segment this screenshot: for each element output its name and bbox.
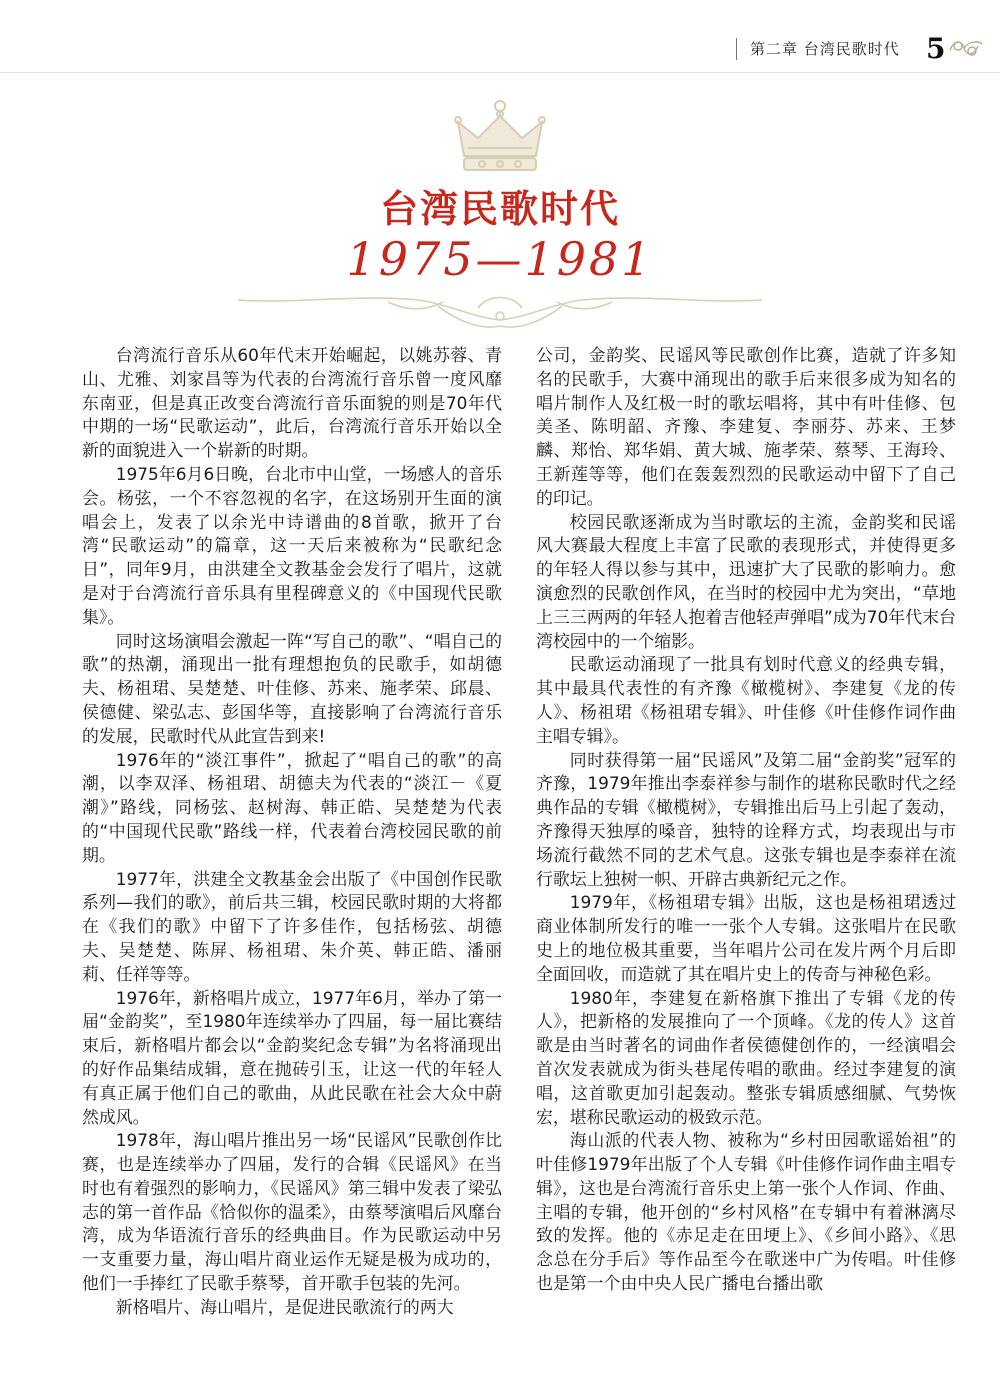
floral-ornament-icon [948,36,984,62]
paragraph: 1979年，《杨祖珺专辑》出版，这也是杨祖珺透过商业体制所发行的唯一一张个人专辑。这张唱片在民歌史上的地位极其重要，当年唱片公司在发片两个月后即全面回收，而造就了其在唱片史上的传奇与神秘色彩。 [536,892,956,984]
paragraph: 民歌运动涌现了一批具有划时代意义的经典专辑，其中最具代表性的有齐豫《橄榄树》、李建复《龙的传人》、杨祖珺《杨祖珺专辑》、叶佳修《叶佳修作词作曲主唱专辑》。 [536,654,956,746]
chapter-label: 第二章 台湾民歌时代 [750,40,900,58]
body-column-left [82,344,502,1320]
paragraph: 1980年，李建复在新格旗下推出了专辑《龙的传人》，把新格的发展推向了一个顶峰。《龙的传人》这首歌是由当时著名的词曲作者侯德健创作的，一经演唱会首次发表就成为街头巷尾传唱的歌曲。经过李建复的演唱，这首歌更加引起轰动。整张专辑质感细腻、气势恢宏，堪称民歌运动的极致示范。 [536,987,956,1127]
paragraph: 同时获得第一届“民谣风”及第二届“金韵奖”冠军的齐豫，1979年推出李泰祥参与制作的堪称民歌时代之经典作品的专辑《橄榄树》，专辑推出后马上引起了轰动，齐豫得天独厚的嗓音，独特的诠释方式，均表现出与市场流行截然不同的艺术气息。这张专辑也是李泰祥在流行歌坛上独树一帜、开辟古典新纪元之作。 [536,749,956,889]
running-header [736,34,986,64]
year-range: 1975—1981 [346,232,654,286]
paragraph: 1976年的“淡江事件”，掀起了“唱自己的歌”的高潮，以李双泽、杨祖珺、胡德夫为代表的“淡江－《夏潮》”路线，同杨弦、赵树海、韩正皓、吴楚楚为代表的“中国现代民歌”路线一样，代表着台湾校园民歌的前期。 [82,749,502,865]
paragraph: 同时这场演唱会激起一阵“写自己的歌”、“唱自己的歌”的热潮，涌现出一批有理想抱负的民歌手，如胡德夫、杨祖珺、吴楚楚、叶佳修、苏来、施孝荣、邱晨、侯德健、梁弘志、彭国华等，直接影响了台湾流行音乐的发展，民歌时代从此宣告到来! [82,630,502,746]
page-number: 5 [926,32,946,65]
header-rule [0,72,1000,73]
paragraph: 1977年，洪建全文教基金会出版了《中国创作民歌系列—我们的歌》，前后共三辑，校园民歌时期的大将都在《我们的歌》中留下了许多佳作，包括杨弦、胡德夫、吴楚楚、陈屏、杨祖珺、朱介英、韩正皓、潘丽莉、任祥等等。 [82,868,502,984]
paragraph: 新格唱片、海山唱片，是促进民歌流行的两大 [115,1296,454,1317]
header-divider [736,38,737,60]
page-title: 台湾民歌时代 [379,187,620,231]
paragraph: 1978年，海山唱片推出另一场“民谣风”民歌创作比赛，也是连续举办了四届，发行的合辑《民谣风》在当时也有着强烈的影响力，《民谣风》第三辑中发表了梁弘志的第一首作品《恰似你的温柔》，由蔡琴演唱后风靡台湾，成为华语流行音乐的经典曲目。作为民歌运动中另一支重要力量，海山唱片商业运作无疑是极为成功的，他们一手捧红了民歌手蔡琴，首开歌手包装的先河。 [82,1130,502,1294]
paragraph-continuation: 公司，金韵奖、民谣风等民歌创作比赛，造就了许多知名的民歌手，大赛中涌现出的歌手后来很多成为知名的唱片制作人及红极一时的歌坛唱将，其中有叶佳修、包美圣、陈明韶、齐豫、李建复、李丽芬、苏来、王梦麟、郑怡、郑华娟、黄大城、施孝荣、蔡琴、王海玲、王新莲等等，他们在轰轰烈烈的民歌运动中留下了自己的印记。 [536,345,956,508]
body-column-right [536,344,956,1296]
paragraph: 校园民歌逐渐成为当时歌坛的主流，金韵奖和民谣风大赛最大程度上丰富了民歌的表现形式，并使得更多的年轻人得以参与其中，迅速扩大了民歌的影响力。愈演愈烈的民歌创作风，在当时的校园中尤为突出，“草地上三三两两的年轻人抱着吉他轻声弹唱”成为70年代末台湾校园中的一个缩影。 [536,511,956,651]
paragraph: 台湾流行音乐从60年代末开始崛起，以姚苏蓉、青山、尤雅、刘家昌等为代表的台湾流行音乐曾一度风靡东南亚，但是真正改变台湾流行音乐面貌的则是70年代中期的一场“民歌运动”，此后，台湾流行音乐开始以全新的面貌进入一个崭新的时期。 [82,345,502,461]
paragraph: 1976年，新格唱片成立，1977年6月，举办了第一届“金韵奖”，至1980年连续举办了四届，每一届比赛结束后，新格唱片都会以“金韵奖纪念专辑”为名将涌现出的好作品集结成辑，意在抛砖引玉，让这一代的年轻人有真正属于他们自己的歌曲，从此民歌在社会大众中蔚然成风。 [82,987,502,1127]
paragraph: 海山派的代表人物、被称为“乡村田园歌谣始祖”的叶佳修1979年出版了个人专辑《叶佳修作词作曲主唱专辑》，这也是台湾流行音乐史上第一张个人作词、作曲、主唱的专辑，他开创的“乡村风格”在专辑中有着淋漓尽致的发挥。他的《赤足走在田埂上》、《乡间小路》、《思念总在分手后》等作品至今在歌迷中广为传唱。叶佳修也是第一个由中央人民广播电台播出歌 [536,1130,956,1294]
paragraph: 1975年6月6日晚，台北市中山堂，一场感人的音乐会。杨弦，一个不容忽视的名字，在这场别开生面的演唱会上，发表了以余光中诗谱曲的8首歌，掀开了台湾“民歌运动”的篇章，这一天后来被称为“民歌纪念日”，同年9月，由洪建全文教基金会发行了唱片，这就是对于台湾流行音乐具有里程碑意义的《中国现代民歌集》。 [82,463,502,627]
crown-emblem-icon [454,98,546,176]
flourish-ornament-icon [238,286,762,336]
